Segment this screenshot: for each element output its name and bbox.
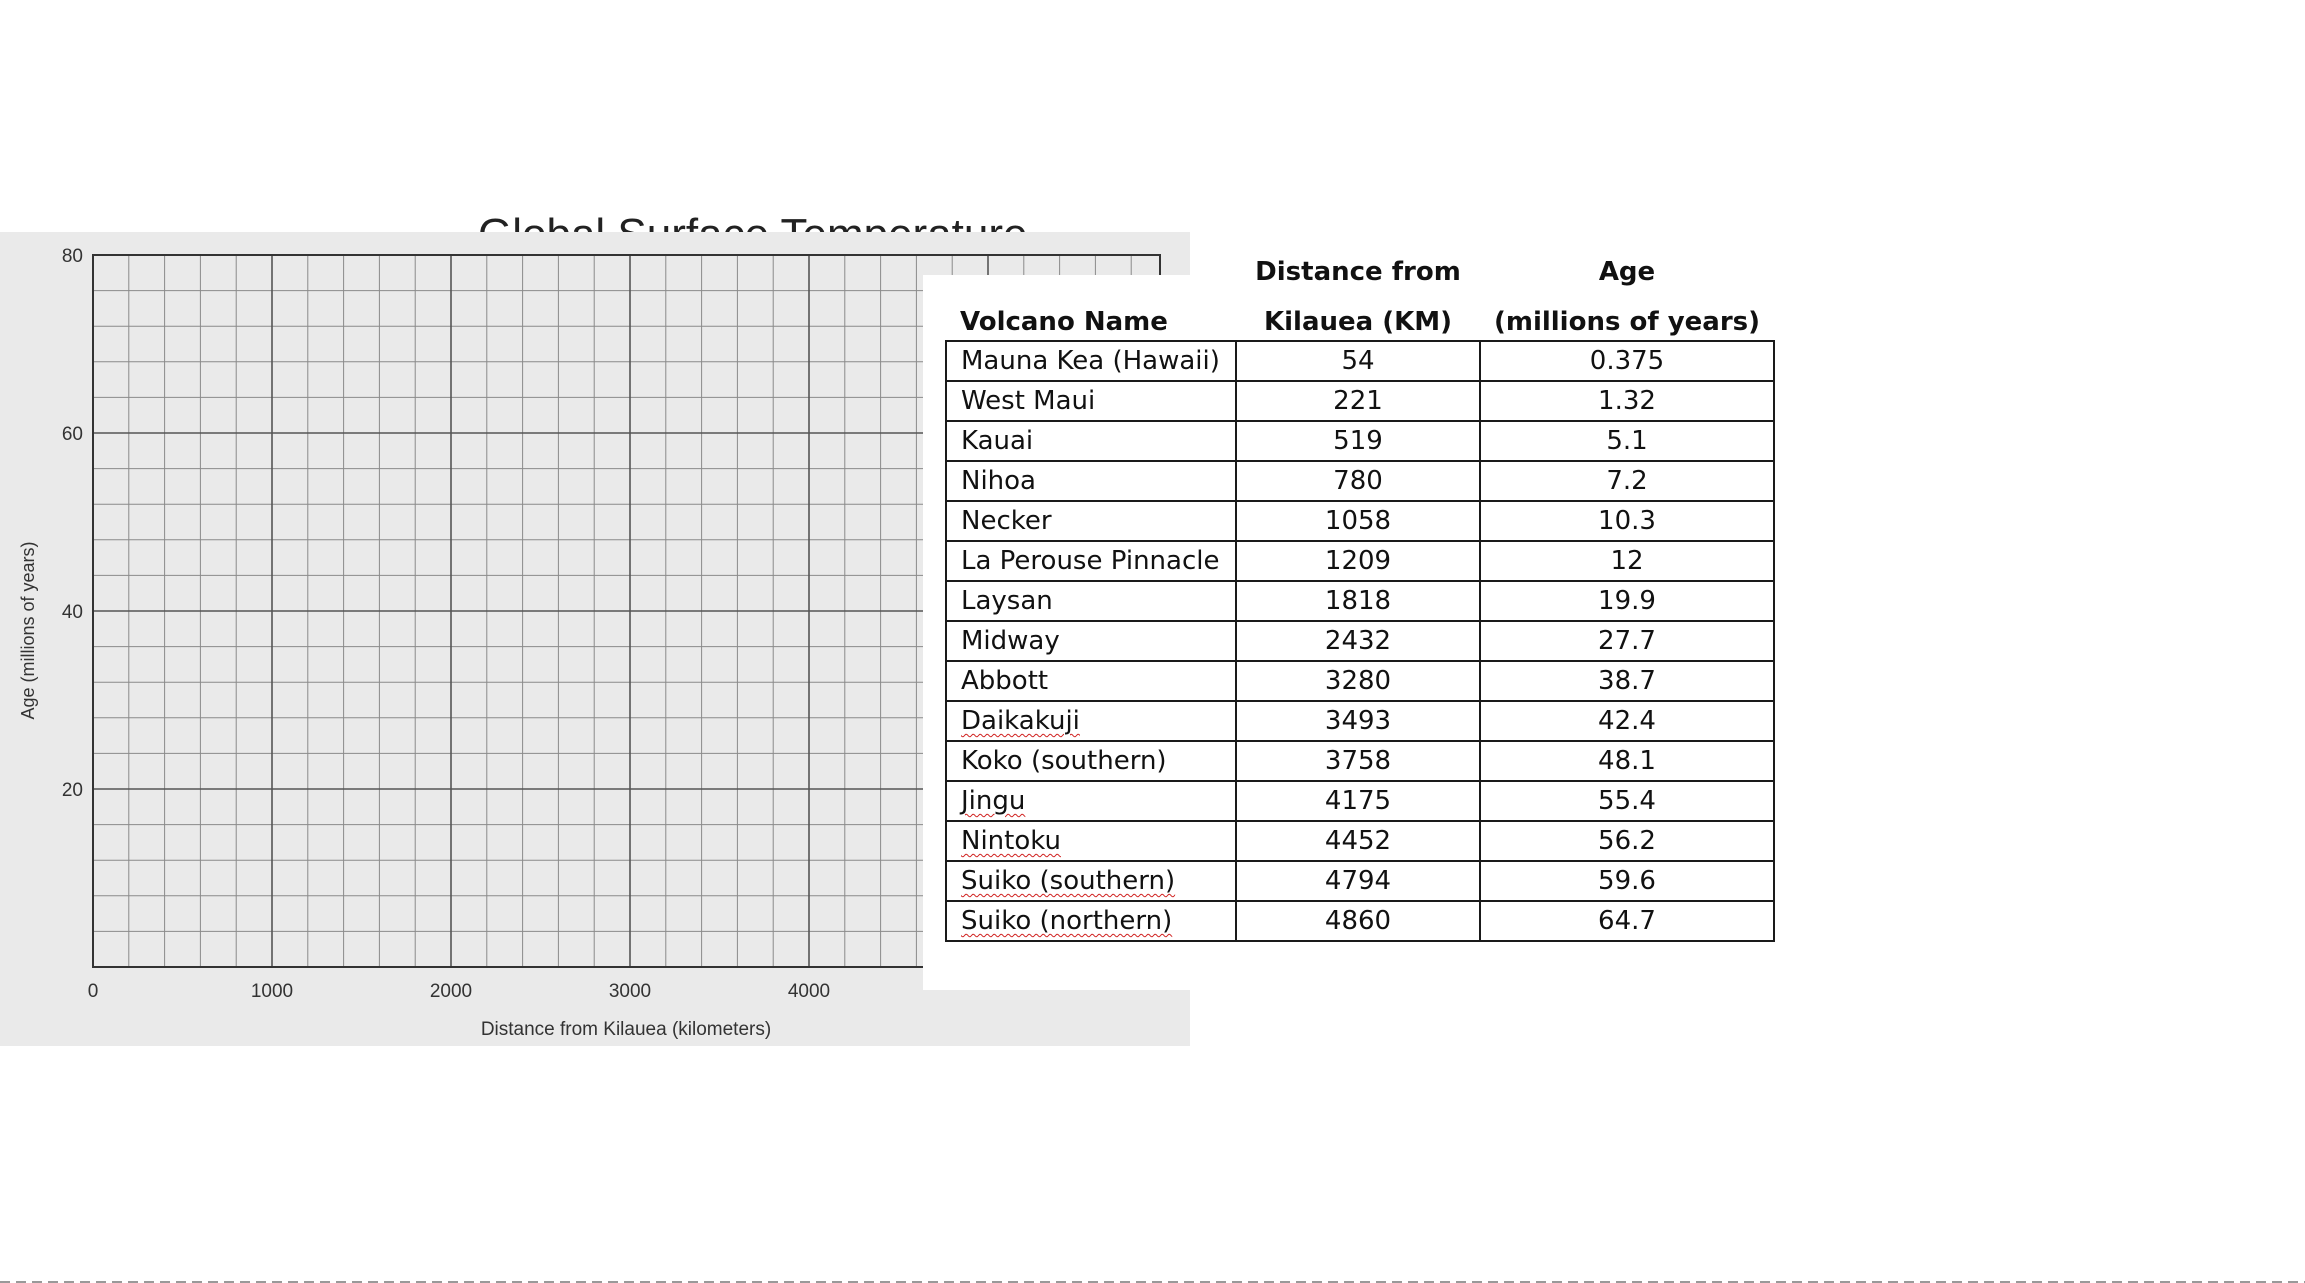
volcano-name-cell — [946, 861, 1236, 901]
table-row — [946, 581, 1774, 621]
age-cell: 12 — [1480, 541, 1774, 581]
table-row — [946, 421, 1774, 461]
distance-cell: 221 — [1236, 381, 1480, 421]
distance-cell: 2432 — [1236, 621, 1480, 661]
distance-cell: 3280 — [1236, 661, 1480, 701]
table-row — [946, 861, 1774, 901]
table-row — [946, 501, 1774, 541]
age-cell: 0.375 — [1480, 341, 1774, 381]
header-age-line1: Age — [1598, 257, 1656, 287]
age-cell: 56.2 — [1480, 821, 1774, 861]
table-row — [946, 341, 1774, 381]
table-row — [946, 381, 1774, 421]
volcano-name: Mauna Kea (Hawaii) — [961, 346, 1220, 376]
age-cell: 59.6 — [1480, 861, 1774, 901]
distance-cell: 1058 — [1236, 501, 1480, 541]
volcano-name: Jingu — [961, 786, 1026, 816]
age-cell: 64.7 — [1480, 901, 1774, 941]
distance-cell: 3758 — [1236, 741, 1480, 781]
volcano-table — [945, 340, 1775, 942]
volcano-name: Abbott — [961, 666, 1049, 696]
volcano-name-cell — [946, 621, 1236, 661]
age-cell: 1.32 — [1480, 381, 1774, 421]
table-row — [946, 541, 1774, 581]
distance-cell: 519 — [1236, 421, 1480, 461]
volcano-name: Kauai — [961, 426, 1034, 456]
distance-cell: 54 — [1236, 341, 1480, 381]
volcano-name: Nintoku — [961, 826, 1061, 856]
header-distance-line2: Kilauea (KM) — [1263, 307, 1453, 337]
volcano-name-cell — [946, 501, 1236, 541]
y-tick-label: 40 — [61, 602, 83, 623]
x-tick-label: 3000 — [608, 981, 652, 1002]
volcano-name-cell — [946, 581, 1236, 621]
volcano-name: Necker — [961, 506, 1052, 536]
x-tick-label: 1000 — [250, 981, 294, 1002]
volcano-name: Suiko (northern) — [961, 906, 1173, 936]
volcano-name-cell — [946, 461, 1236, 501]
volcano-name: La Perouse Pinnacle — [961, 546, 1220, 576]
age-cell: 19.9 — [1480, 581, 1774, 621]
volcano-name-cell — [946, 381, 1236, 421]
volcano-name: Daikakuji — [961, 706, 1080, 736]
volcano-name-cell — [946, 821, 1236, 861]
distance-cell: 4860 — [1236, 901, 1480, 941]
age-cell: 27.7 — [1480, 621, 1774, 661]
volcano-name: West Maui — [961, 386, 1096, 416]
table-row — [946, 741, 1774, 781]
table-row — [946, 661, 1774, 701]
header-distance-line1: Distance from — [1255, 257, 1461, 287]
age-cell: 48.1 — [1480, 741, 1774, 781]
graph-x-axis-label: Distance from Kilauea (kilometers) — [480, 1019, 772, 1040]
x-tick-label: 0 — [87, 981, 99, 1002]
age-cell: 42.4 — [1480, 701, 1774, 741]
table-row — [946, 901, 1774, 941]
y-tick-label: 20 — [61, 780, 83, 801]
volcano-name-cell — [946, 701, 1236, 741]
age-cell: 10.3 — [1480, 501, 1774, 541]
volcano-name-cell — [946, 341, 1236, 381]
table-row — [946, 781, 1774, 821]
distance-cell: 1209 — [1236, 541, 1480, 581]
table-row — [946, 621, 1774, 661]
distance-cell: 4452 — [1236, 821, 1480, 861]
age-cell: 7.2 — [1480, 461, 1774, 501]
age-cell: 38.7 — [1480, 661, 1774, 701]
y-tick-label: 60 — [61, 424, 83, 445]
y-tick-label: 80 — [61, 246, 83, 267]
volcano-name-cell — [946, 421, 1236, 461]
distance-cell: 4175 — [1236, 781, 1480, 821]
volcano-name-cell — [946, 901, 1236, 941]
volcano-name-cell — [946, 741, 1236, 781]
slide-title-fragment — [478, 210, 1027, 232]
age-cell: 5.1 — [1480, 421, 1774, 461]
volcano-name-cell — [946, 781, 1236, 821]
age-cell: 55.4 — [1480, 781, 1774, 821]
distance-cell: 4794 — [1236, 861, 1480, 901]
volcano-name-cell — [946, 541, 1236, 581]
volcano-name: Laysan — [961, 586, 1053, 616]
volcano-name: Nihoa — [961, 466, 1036, 496]
header-age-line2: (millions of years) — [1493, 307, 1761, 337]
volcano-name: Koko (southern) — [961, 746, 1167, 776]
table-row — [946, 701, 1774, 741]
x-tick-label: 2000 — [429, 981, 473, 1002]
volcano-name-cell — [946, 661, 1236, 701]
x-tick-label: 4000 — [787, 981, 831, 1002]
volcano-name: Midway — [961, 626, 1060, 656]
graph-y-axis-label: Age (millions of years) — [18, 541, 38, 720]
volcano-name: Suiko (southern) — [961, 866, 1176, 896]
table-row — [946, 461, 1774, 501]
distance-cell: 1818 — [1236, 581, 1480, 621]
distance-cell: 3493 — [1236, 701, 1480, 741]
distance-cell: 780 — [1236, 461, 1480, 501]
header-volcano-name: Volcano Name — [960, 307, 1168, 337]
table-row — [946, 821, 1774, 861]
